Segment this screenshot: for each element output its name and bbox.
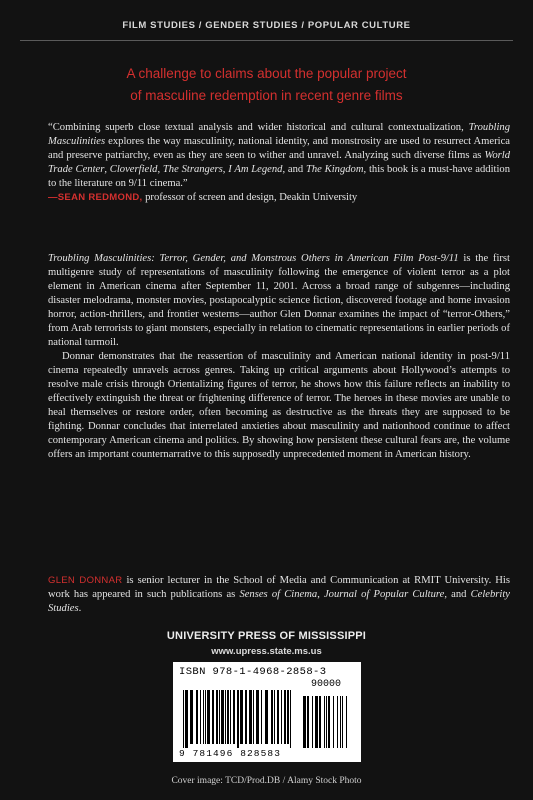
book-description (48, 252, 510, 462)
subject-categories: FILM STUDIES / GENDER STUDIES / POPULAR CULTURE (122, 20, 411, 31)
tagline-line-1: A challenge to claims about the popular project (126, 66, 407, 81)
publisher-website: www.upress.state.ms.us (211, 646, 322, 657)
endorsement-attribution (48, 191, 510, 205)
publisher-name: UNIVERSITY PRESS OF MISSISSIPPI (166, 630, 367, 642)
isbn-number: ISBN 978-1-4968-2858-3 (179, 666, 327, 678)
endorsement-blurb (48, 121, 510, 205)
author-name: GLEN DONNAR (48, 575, 123, 586)
endorser-name: —SEAN REDMOND, (48, 192, 143, 203)
isbn-barcode (173, 662, 361, 762)
description-paragraph-2: Donnar demonstrates that the reassertion of masculinity and American national identity in post-9/11 cinema repeatedly unravels across genres. Taking up critical arguments about Hollywood’s attempts to resolve male crisis through Orientalizing figures of terror, he shows how this failure reflects an inability to effectively extinguish the threat or frightening difference of terror. The heroes in these movies are unable to heal themselves or restore order, often becoming as destructive as the threats they are supposed to be fighting. Donnar concludes that interrelated anxieties about masculinity and nationhood continue to affect contemporary American cinema and politics. By showing how persistent these cultural fears are, the volume offers an important counternarrative to this supposedly unprecedented moment in American history. (48, 351, 510, 460)
endorsement-quote: “Combining superb close textual analysis and wider historical and cultural contextualization, Troubling Masculinities explores the way masculinity, national identity, and monstrosity are used to resurrect America and preserve patriarchy, even as they are seen to wither and unravel. Analyzing such diverse films as World Trade Center, Cloverfield, The Strangers, I Am Legend, and The Kingdom, this book is a must-have addition to the literature on 9/11 cinema.” (48, 122, 510, 189)
tagline (90, 63, 443, 107)
barcode-bars (183, 690, 351, 748)
price-code: 90000 (311, 679, 342, 690)
tagline-line-2: of masculine redemption in recent genre films (130, 88, 403, 103)
book-title: Troubling Masculinities: Terror, Gender, and Monstrous Others in American Film Post-9/11 (48, 253, 459, 264)
description-paragraph-1: Troubling Masculinities: Terror, Gender, and Monstrous Others in American Film Post-9/11 is the first multigenre study of representations of masculinity following the emergence of violent terror as a plot element in American cinema after September 11, 2001. Across a broad range of subgenres—including disaster melodrama, monster movies, postapocalyptic science fiction, discovered footage and home invasion horror, action-thrillers, and frontier westerns—author Glen Donnar examines the impact of “terror-Others,” from Arab terrorists to giant monsters, especially in relation to cinematic representations in earlier periods of national turmoil. (48, 253, 511, 348)
header-divider (20, 40, 513, 41)
cover-image-credit: Cover image: TCD/Prod.DB / Alamy Stock Photo (171, 776, 362, 786)
author-bio: GLEN DONNAR is senior lecturer in the School of Media and Communication at RMIT University. His work has appeared in such publications as Senses of Cinema, Journal of Popular Culture, and Celebrity Studies. (48, 575, 511, 614)
ean-digits: 9 781496 828583 (179, 748, 282, 759)
endorser-title: professor of screen and design, Deakin University (142, 192, 358, 203)
